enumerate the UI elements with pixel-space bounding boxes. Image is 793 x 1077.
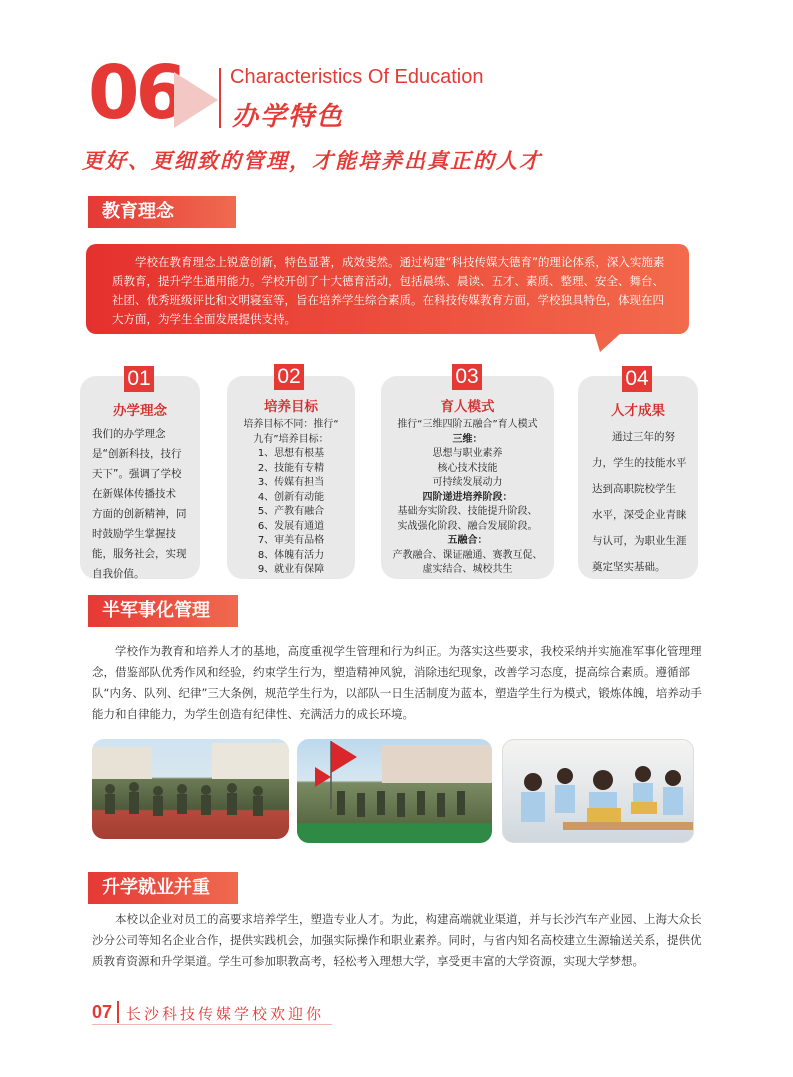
decorative-triangle — [174, 72, 218, 128]
footer-text: 长沙科技传媒学校欢迎你 — [126, 1005, 325, 1023]
footer-divider — [117, 1001, 119, 1023]
section-title-military-management: 半军事化管理 — [88, 595, 238, 627]
card-number: 02 — [274, 364, 304, 390]
students-illustration — [503, 740, 694, 843]
card-title: 培养目标 — [264, 399, 318, 415]
card-line: 2、技能有专精 — [257, 462, 325, 474]
card-line: 水平，深受企业青睐 — [592, 509, 687, 521]
soldiers-illustration — [92, 739, 289, 839]
card-line: 7、审美有品格 — [257, 535, 325, 546]
card-training-goals — [227, 376, 355, 579]
card-line: 时鼓励学生掌握技 — [92, 528, 176, 540]
card-line: 五融合： — [447, 535, 488, 546]
study-employment-paragraph: 本校以企业对员工的高要求培养学生，塑造专业人才。为此，构建高端就业渠道，并与长沙汽车产业园、上海大众长沙分公司等知名企业合作，提供实践机会，加强实际操作和职业素养。同时，与省内知名高校建立生源输送关系，提供优质教育资源和升学渠道。学生可参加职教高考，轻松考入理想大学，享受更丰富的大学资源，实现大学梦想。 — [92, 912, 702, 968]
card-line: 三维： — [452, 433, 483, 445]
card-talent-results — [578, 376, 698, 579]
card-line: 四阶递进培养阶段： — [422, 491, 513, 503]
chapter-number: 06 — [88, 50, 183, 136]
card-line: 实战强化阶段、融合发展阶段。 — [397, 520, 538, 532]
card-line: 虚实结合、城校共生 — [422, 564, 513, 575]
page-number: 07 — [92, 1002, 113, 1022]
footer-underline — [92, 1024, 332, 1025]
card-number: 03 — [452, 364, 482, 390]
card-line: 思想与职业素养 — [432, 448, 503, 459]
card-line: 5、产教有融合 — [257, 506, 325, 517]
card-line: 可持续发展动力 — [432, 477, 503, 488]
card-number: 04 — [622, 366, 652, 392]
card-line: 1、思想有根基 — [257, 448, 325, 459]
card-line: 9、就业有保障 — [257, 564, 325, 575]
classroom-photo — [502, 739, 694, 843]
slogan: 更好、更细致的管理，才能培养出真正的人才 — [82, 149, 542, 173]
card-school-philosophy — [80, 376, 200, 579]
callout-tail — [594, 332, 622, 352]
title-chinese: 办学特色 — [232, 102, 345, 132]
card-line: 4、创新有动能 — [257, 491, 325, 503]
card-line: 通过三年的努 — [612, 431, 675, 443]
card-line: 自我价值。 — [92, 568, 145, 580]
card-line: 在新媒体传播技术 — [92, 488, 176, 500]
card-line: 天下”。强调了学校 — [92, 468, 182, 480]
card-line: 与认可，为职业生涯 — [592, 535, 687, 547]
card-line: 6、发展有通道 — [257, 520, 325, 532]
card-line: 核心技术技能 — [437, 462, 498, 474]
education-philosophy-callout: 学校在教育理念上锐意创新，特色显著，成效斐然。通过构建“科技传媒大德育”的理论体系，深入实施素质教育，提升学生通用能力。学校开创了十大德育活动，包括晨练、晨读、五才、素质、整理、安全、舞台、社团、优秀班级评比和文明寝室等，旨在培养学生综合素质。在科技传媒教育方面，学校独具特色，体现在四大方面，为学生全面发展提供支持。 — [86, 244, 689, 334]
card-line: 产教融合、课证融通、赛教互促、 — [392, 549, 543, 561]
military-training-photo — [92, 739, 289, 839]
card-line: 九有”培养目标： — [253, 433, 329, 445]
card-line: 8、体魄有活力 — [257, 549, 325, 561]
card-line: 力，学生的技能水平 — [592, 457, 687, 469]
header-divider — [219, 68, 221, 128]
title-english: Characteristics Of Education — [230, 66, 484, 88]
flags-illustration — [297, 739, 492, 843]
card-title: 育人模式 — [440, 399, 495, 415]
card-number: 01 — [124, 366, 154, 392]
card-line: 能，服务社会，实现 — [92, 548, 187, 560]
section-title-education-philosophy: 教育理念 — [88, 196, 236, 228]
card-title: 办学理念 — [113, 403, 167, 419]
section-title-study-and-employment: 升学就业并重 — [88, 872, 238, 904]
card-line: 达到高职院校学生 — [592, 483, 676, 495]
card-line: 方面的创新精神，同 — [92, 508, 187, 520]
card-education-model — [381, 376, 554, 579]
parade-flags-photo — [297, 739, 492, 843]
card-line: 奠定坚实基础。 — [592, 561, 666, 573]
military-management-paragraph: 学校作为教育和培养人才的基地，高度重视学生管理和行为纠正。为落实这些要求，我校采纳并实施准军事化管理理念，借鉴部队优秀作风和经验，约束学生行为，塑造精神风貌，消除违纪现象，改善学习态度，提高综合素质。遵循部队“内务、队列、纪律”三大条例，规范学生行为，以部队一日生活制度为蓝本，塑造学生行为模式，锻炼体魄，培养动手能力和自律能力，为学生创造有纪律性、充满活力的成长环境。 — [92, 644, 702, 721]
card-line: 我们的办学理念 — [92, 428, 166, 440]
card-line: 培养目标不同：推行“ — [243, 419, 339, 430]
card-line: 3、传媒有担当 — [257, 477, 325, 488]
card-line: 基础夯实阶段、技能提升阶段、 — [397, 506, 538, 517]
card-line: 推行“三维四阶五融合”育人模式 — [397, 419, 538, 430]
card-line: 是“创新科技，技行 — [92, 448, 182, 460]
card-title: 人才成果 — [611, 403, 665, 419]
